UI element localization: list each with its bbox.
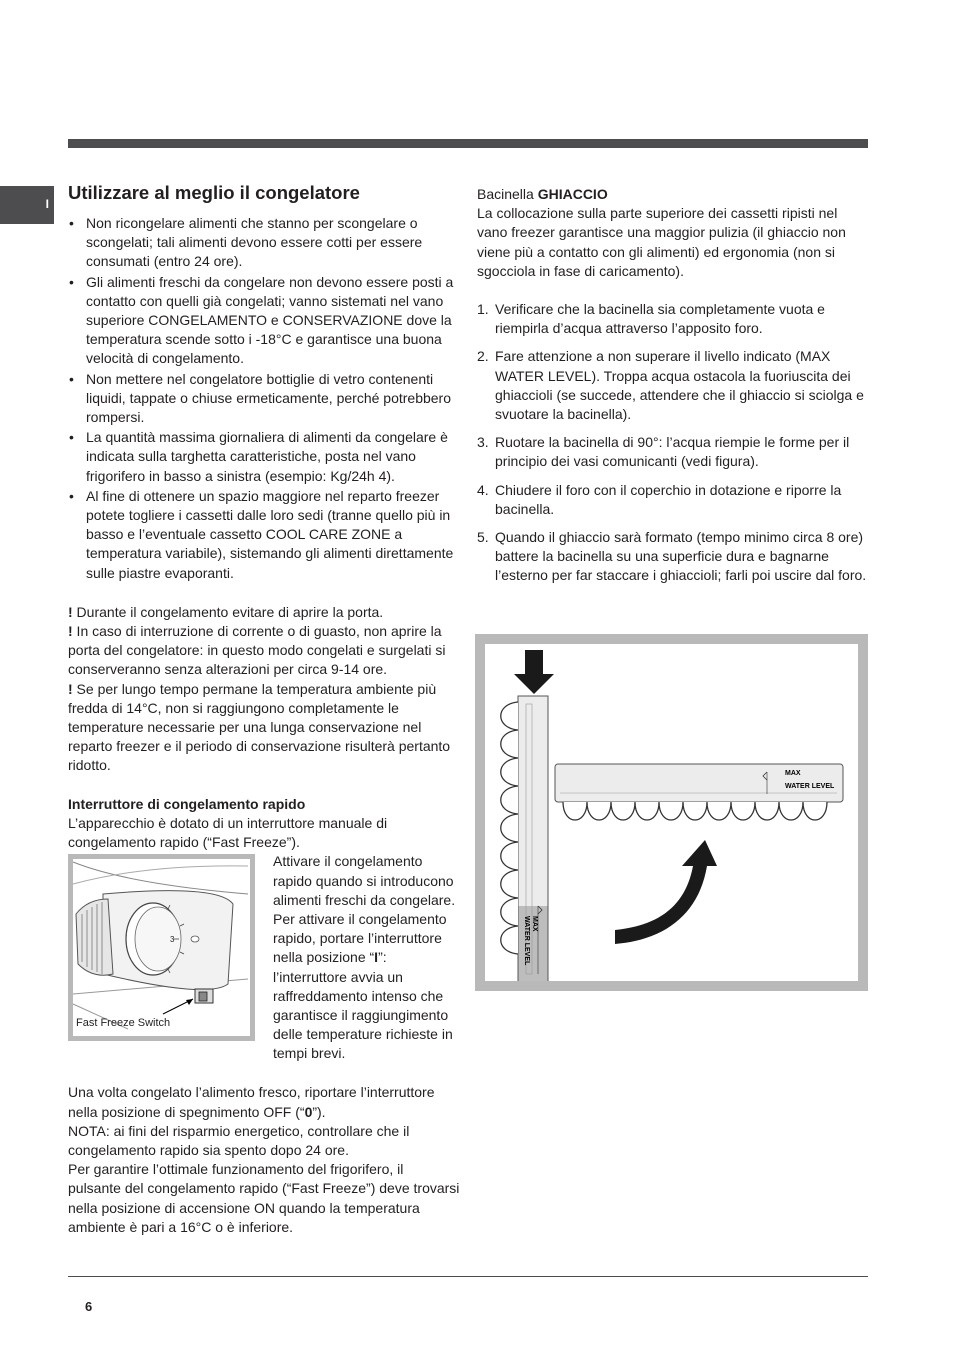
after-freeze-text	[68, 1083, 460, 1121]
ice-intro: La collocazione sulla parte superiore dei cassetti ripisti nel vano freezer garantisce una maggior pulizia (il ghiaccio non viene più a contatto con gli alimenti) ed ergonomia (non si sgocciola in fase di caricamento).	[477, 205, 846, 279]
switch-block	[68, 852, 460, 1083]
step-number: 3.	[477, 434, 489, 451]
ice-tray-figure	[475, 634, 868, 991]
text-part: Una volta congelato l’alimento fresco, riportare l’interruttore nella posizione di spegnimento OFF (“	[68, 1084, 435, 1120]
switch-heading: Interruttore di congelamento rapido	[68, 795, 306, 812]
warning-mark: !	[68, 623, 73, 640]
ice-tray-figure-inner	[485, 644, 858, 981]
list-item	[477, 528, 869, 586]
text-part: ”).	[312, 1103, 326, 1120]
list-item	[477, 433, 869, 471]
left-column	[68, 180, 460, 1237]
warning-3	[68, 680, 460, 776]
fast-freeze-figure	[68, 854, 255, 1041]
switch-instructions	[273, 852, 463, 1063]
warning-text: In caso di interruzione di corrente o di guasto, non aprire la porta del congelatore: in questo modo congelati e surgelati si conserveranno senza alterazioni per circa 9-14 ore.	[68, 623, 446, 678]
list-item: • Non mettere nel congelatore bottiglie di vetro contenenti liquidi, tappate o chiuse ermeticamente, perché potrebbero rompersi.	[68, 370, 460, 428]
water-level-label-vertical: WATER LEVEL	[523, 916, 530, 966]
dial-mark-label: 3	[170, 935, 175, 945]
switch-text-b	[273, 910, 463, 1064]
text-part: ”: l’interruttore avvia un raffreddamento intenso che garantisce il raggiungimento delle temperature richieste in tempi brevi.	[273, 949, 453, 1062]
max-label-horizontal: MAX	[785, 770, 801, 777]
switch-text-a: Attivare il congelamento rapido quando si introducono alimenti freschi da congelare.	[273, 853, 456, 908]
language-tab-label: I	[45, 197, 49, 212]
header-rule	[68, 139, 868, 148]
figure-caption: Fast Freeze Switch	[76, 1017, 171, 1030]
fast-freeze-illustration	[68, 854, 255, 1041]
footer-rule	[68, 1276, 868, 1277]
max-label-vertical: MAX	[531, 916, 538, 932]
step-text: Fare attenzione a non superare il livello indicato (MAX WATER LEVEL). Troppa acqua ostacola la fuoriuscita dei ghiaccioli (se succede, attendere che il ghiaccio si sciolga e svuotare la bacinella).	[495, 348, 864, 423]
list-item: • La quantità massima giornaliera di alimenti da congelare è indicata sulla targhetta caratteristiche, posta nel vano frigorifero in basso a sinistra (esempio: Kg/24h 4).	[68, 428, 460, 486]
down-arrow-icon	[514, 650, 554, 694]
warning-mark: !	[68, 680, 73, 697]
text-part: Bacinella	[477, 186, 538, 202]
step-text: Verificare che la bacinella sia completamente vuota e riempirla d’acqua attraverso l’apposito foro.	[495, 301, 825, 337]
position-off-label: 0	[304, 1103, 313, 1120]
right-column	[477, 185, 869, 595]
ice-heading-bold: GHIACCIO	[537, 186, 608, 202]
list-item	[477, 481, 869, 519]
list-item: • Non ricongelare alimenti che stanno per scongelare o scongelati; tali alimenti devono essere cotti per essere consumati (entro 24 ore).	[68, 214, 460, 272]
section-title: Utilizzare al meglio il congelatore	[68, 182, 360, 203]
warning-mark: !	[68, 603, 73, 620]
page-number: 6	[85, 1299, 93, 1314]
warning-text: Se per lungo tempo permane la temperatura ambiente più fredda di 14°C, non si raggiungono completamente le temperature necessarie per una lunga conservazione nel reparto freezer e il periodo di conservazione risulterà pertanto ridotto.	[68, 680, 451, 774]
warning-2	[68, 622, 460, 680]
position-on-label: I	[374, 949, 379, 966]
text-part: Per attivare il congelamento rapido, portare l’interruttore nella posizione “	[273, 910, 447, 966]
list-item	[477, 300, 869, 338]
step-number: 2.	[477, 348, 489, 365]
step-number: 1.	[477, 301, 489, 318]
step-text: Quando il ghiaccio sarà formato (tempo minimo circa 8 ore) battere la bacinella su una superficie dura e bagnarne l’esterno per far staccare i ghiaccioli; farli poi uscire dal foro.	[495, 529, 867, 584]
step-text: Ruotare la bacinella di 90°: l’acqua riempie le forme per il principio dei vasi comunicanti (vedi figura).	[495, 434, 850, 470]
language-tab	[0, 186, 54, 224]
step-number: 4.	[477, 481, 489, 498]
step-text: Chiudere il foro con il coperchio in dotazione e riporre la bacinella.	[495, 481, 842, 517]
warning-1	[68, 603, 460, 622]
switch-intro: L’apparecchio è dotato di un interruttore manuale di congelamento rapido (“Fast Freeze”).	[68, 814, 388, 851]
water-level-label-horizontal: WATER LEVEL	[785, 783, 835, 790]
list-item: • Gli alimenti freschi da congelare non devono essere posti a contatto con quelli già congelati; vanno sistemati nel vano superiore CONGELAMENTO e CONSERVAZIONE dove la temperatura scende sotto i -18°C e garantisce una buona velocità di congelamento.	[68, 273, 460, 369]
list-item	[477, 347, 869, 424]
warning-text: Durante il congelamento evitare di aprire la porta.	[72, 603, 384, 620]
rotate-arrow-icon	[615, 840, 717, 944]
list-item: • Al fine di ottenere un spazio maggiore nel reparto freezer potete togliere i cassetti dalle loro sedi (tranne quello più in basso e l’eventuale cassetto COOL CARE ZONE a temperatura variabile), sistemando gli alimenti direttamente sulle piastre evaporanti.	[68, 487, 460, 583]
tips-list	[68, 214, 460, 583]
nota-text: NOTA: ai fini del risparmio energetico, controllare che il congelamento rapido sia spento dopo 24 ore.	[68, 1122, 410, 1158]
ice-heading	[477, 185, 869, 204]
ice-steps	[477, 300, 869, 586]
ice-tray-illustration	[485, 644, 858, 981]
step-number: 5.	[477, 529, 489, 546]
final-text: Per garantire l’ottimale funzionamento del frigorifero, il pulsante del congelamento rapido (“Fast Freeze”) deve trovarsi nella posizione di accensione ON quando la temperatura ambiente è pari a 16°C o è inferiore.	[68, 1161, 460, 1235]
